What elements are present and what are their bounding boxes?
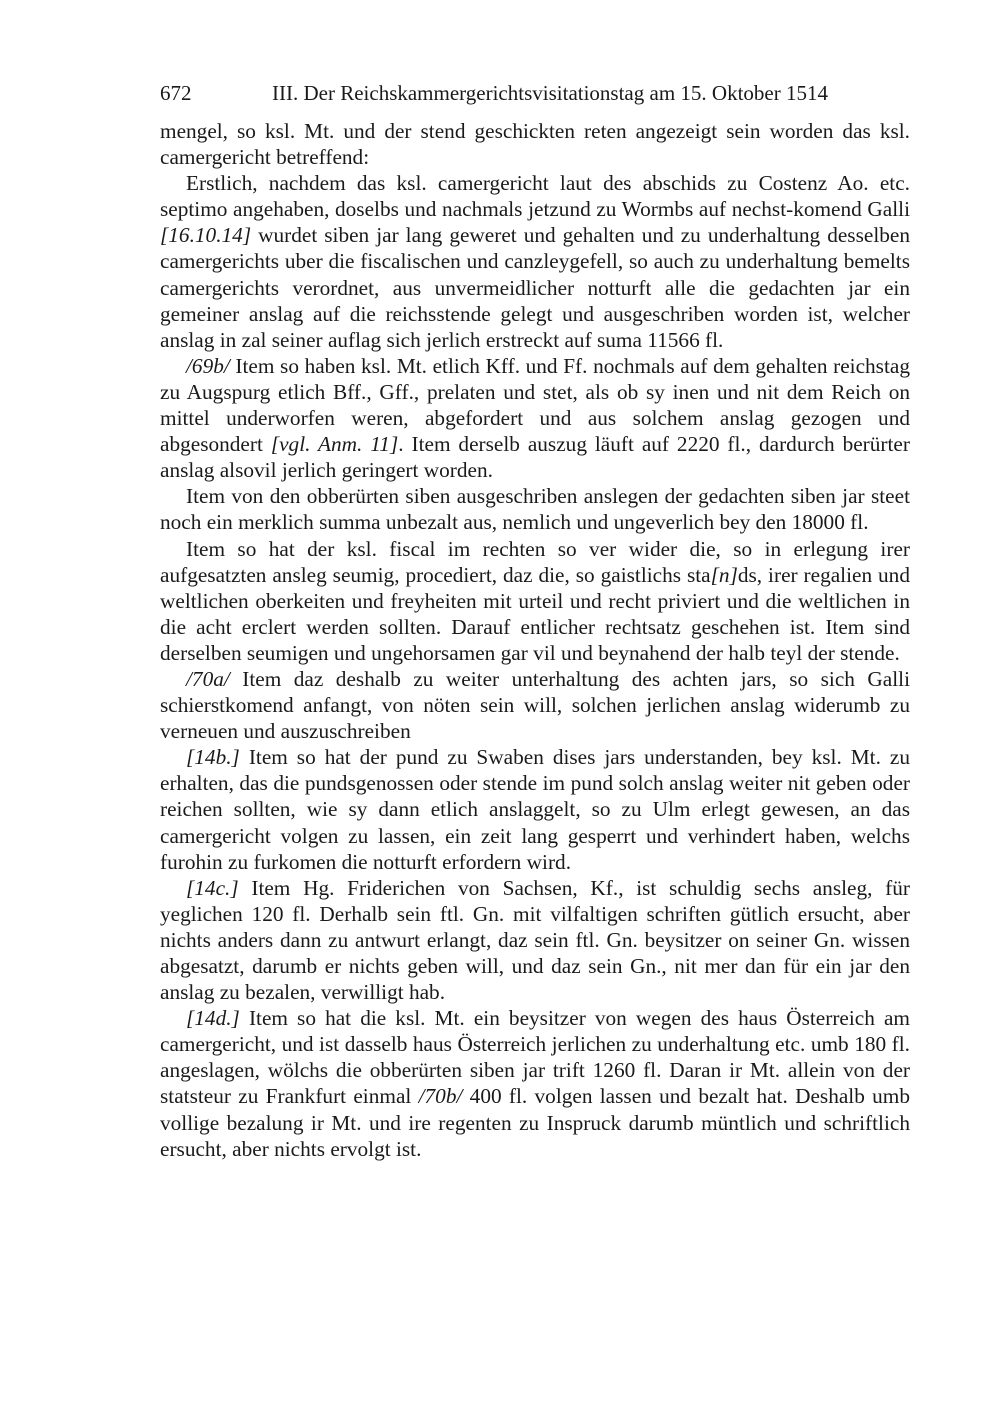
paragraph-erstlich — [160, 170, 910, 353]
editorial-note: [vgl. Anm. 11] — [270, 432, 399, 457]
folio-marker: /70b/ — [418, 1084, 463, 1109]
paragraph-text: Item so hat der ksl. fiscal im rechten so ver wider die, so in erlegung irer aufgesatzten ansleg seumig, procediert, daz die, so gaistlichs sta — [160, 536, 910, 587]
paragraph-obberuerten — [160, 483, 910, 535]
running-head-title: III. Der Reichskammergerichtsvisitationstag am 15. Oktober 1514 — [272, 81, 828, 105]
paragraph-text: wurdet siben jar lang geweret und gehalten und zu underhaltung desselben camergerichts uber die fiscalischen und canzleygefell, so auch zu underhaltung bemelts camergerichts verordnet, aus unvermeidlicher notturft alle die gedachten jar ein gemeiner anslag auf die reichsstende gelegt und ausgeschriben worden ist, welcher anslag in zal seiner auflag sich jerlich erstreckt auf suma 11566 fl. — [160, 223, 910, 352]
paragraph-14c — [160, 875, 910, 1005]
editorial-insertion: [n] — [710, 562, 738, 587]
paragraph-text: . Item derselb auszug läuft auf 2220 fl., dardurch berürter anslag alsovil jerlich geringert worden. — [160, 432, 910, 483]
folio-marker: /70a/ — [186, 666, 230, 691]
paragraph-fiscal — [160, 536, 910, 666]
page-number: 672 — [160, 81, 192, 105]
paragraph-text: Erstlich, nachdem das ksl. camergericht laut des abschids zu Costenz Ao. etc. septimo angehaben, doselbs und nachmals jetzund zu Wormbs auf nechst-komend Galli — [160, 171, 910, 222]
paragraph-continuation — [160, 118, 910, 170]
paragraph-folio-69b — [160, 353, 910, 483]
body-text — [160, 118, 910, 1162]
paragraph-text: Item so hat die ksl. Mt. ein beysitzer von wegen des haus Österreich am camergericht, und ist dasselb haus Österreich jerlichen zu underhaltung etc. umb 180 fl. angeslagen, wölchs die obberürten siben jar trift 1260 fl. Daran ir Mt. allein von der statsteur zu Frankfurt einmal — [160, 1006, 910, 1109]
paragraph-14b — [160, 744, 910, 874]
section-number: [14d.] — [186, 1006, 240, 1031]
paragraph-text: Item daz deshalb zu weiter unterhaltung des achten jars, so sich Galli schierstkomend anfangt, von nöten sein will, solchen jerlichen anslag widerumb zu verneuen und auszuschreiben — [160, 666, 910, 744]
paragraph-text: mengel, so ksl. Mt. und der stend geschickten reten angezeigt sein worden das ksl. camergericht betreffend: — [160, 119, 910, 170]
section-number: [14b.] — [186, 745, 240, 770]
paragraph-text: ds, irer regalien und weltlichen oberkeiten und freyheiten mit urteil und recht priviert und die weltlichen in die acht erclert werden sollten. Darauf entlicher rechtsatz geschehen ist. Item sind derselben seumigen und ungehorsamen gar vil und beynahend der halb teyl der stende. — [160, 562, 910, 665]
paragraph-text: Item von den obberürten siben ausgeschriben anslegen der gedachten siben jar steet noch ein merklich summa unbezalt aus, nemlich und ungeverlich bey den 18000 fl. — [160, 484, 910, 535]
running-head — [160, 78, 910, 108]
paragraph-14d — [160, 1005, 910, 1162]
paragraph-text: Item so haben ksl. Mt. etlich Kff. und Ff. nochmals auf dem gehalten reichstag zu Augspurg etlich Bff., Gff., prelaten und stet, als ob sy inen und nit dem Reich on mittel underworfen weren, abgefordert und aus solchem anslag gezogen und abgesondert — [160, 353, 910, 457]
section-number: [14c.] — [186, 875, 239, 900]
folio-marker: /69b/ — [186, 353, 230, 378]
paragraph-text: Item Hg. Friderichen von Sachsen, Kf., ist schuldig sechs ansleg, für yeglichen 120 fl. Derhalb sein ftl. Gn. mit vilfaltigen schriften gütlich ersucht, aber nichts anders dann zu antwurt erlangt, daz sein ftl. Gn. beysitzer on seiner Gn. wissen abgesatzt, darumb er nichts geben will, und daz sein Gn., nit mer dan für ein jar den anslag zu bezalen, verwilligt hab. — [160, 875, 910, 1005]
editorial-date: [16.10.14] — [160, 223, 252, 248]
paragraph-text: Item so hat der pund zu Swaben dises jars understanden, bey ksl. Mt. zu erhalten, das die pundsgenossen oder stende im pund solch anslag weiter nit geben oder reichen sollten, wie sy dann etlich anslaggelt, so zu Ulm erlegt gewesen, an das camergericht volgen zu lassen, ein zeit lang gesperrt und verhindert haben, welchs furohin zu furkomen die notturft erfordern wird. — [160, 745, 910, 874]
document-page — [160, 78, 910, 1162]
paragraph-folio-70a — [160, 666, 910, 744]
paragraph-text: 400 fl. volgen lassen und bezalt hat. Deshalb umb vollige bezalung ir Mt. und ire regenten zu Inspruck darumb müntlich und schriftlich ersucht, aber nichts ervolgt ist. — [160, 1084, 911, 1161]
